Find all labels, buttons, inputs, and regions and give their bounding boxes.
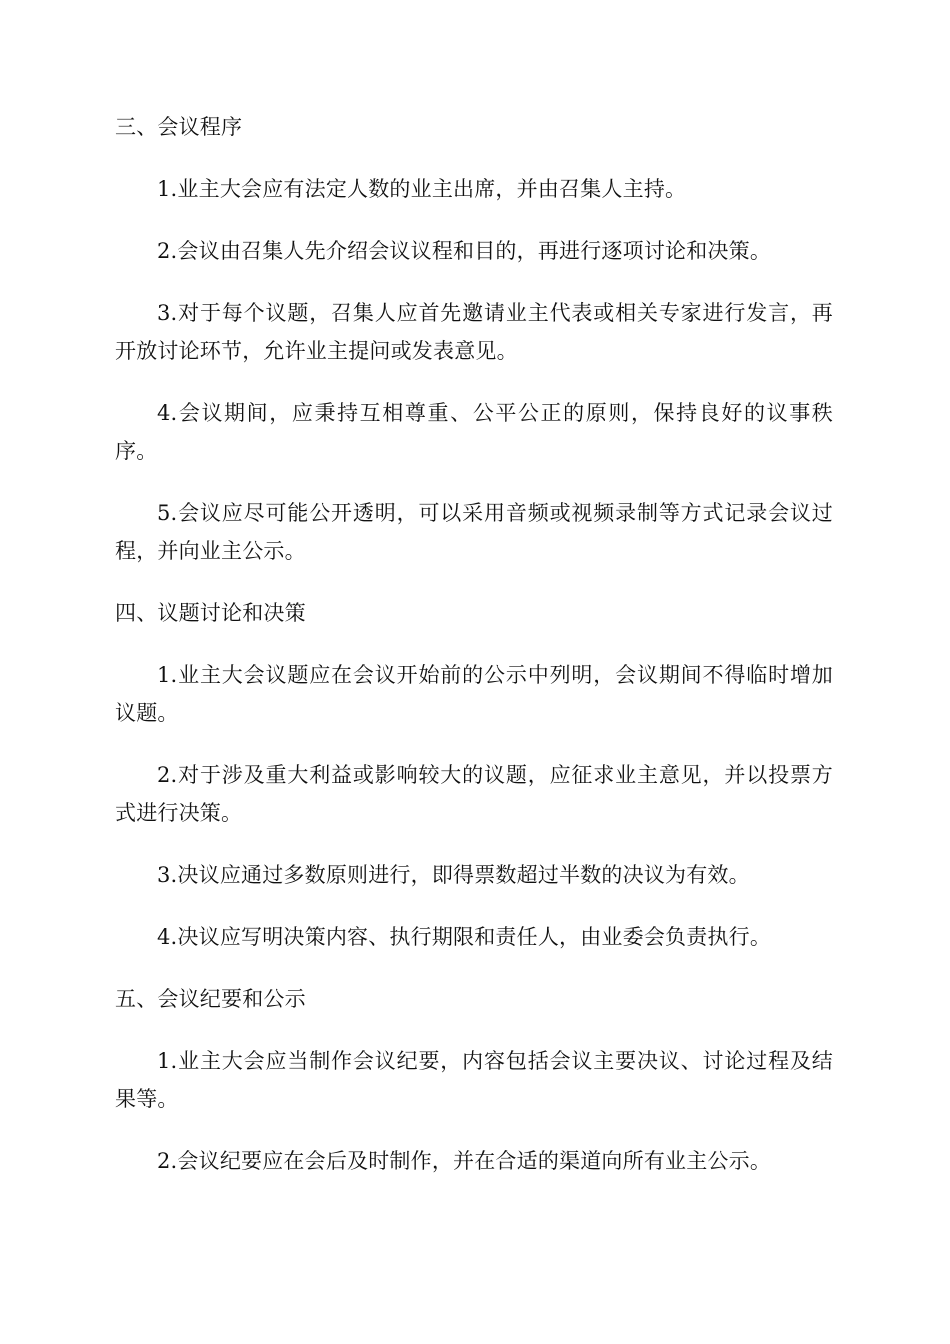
paragraph: 2.对于涉及重大利益或影响较大的议题，应征求业主意见，并以投票方式进行决策。: [115, 763, 833, 825]
paragraph: 2.会议由召集人先介绍会议议程和目的，再进行逐项讨论和决策。: [157, 239, 772, 263]
paragraph: 1.业主大会应当制作会议纪要，内容包括会议主要决议、讨论过程及结果等。: [115, 1049, 833, 1111]
document-body: [115, 108, 833, 1204]
section-heading: 五、会议纪要和公示: [115, 987, 306, 1011]
paragraph: 3.决议应通过多数原则进行，即得票数超过半数的决议为有效。: [157, 863, 750, 887]
paragraph: 1.业主大会应有法定人数的业主出席，并由召集人主持。: [157, 177, 687, 201]
paragraph: 4.决议应写明决策内容、执行期限和责任人，由业委会负责执行。: [157, 925, 772, 949]
section-heading: 四、议题讨论和决策: [115, 601, 306, 625]
paragraph: 3.对于每个议题，召集人应首先邀请业主代表或相关专家进行发言，再开放讨论环节，允许业主提问或发表意见。: [115, 301, 833, 363]
paragraph: 4.会议期间，应秉持互相尊重、公平公正的原则，保持良好的议事秩序。: [115, 401, 833, 463]
section-heading: 三、会议程序: [115, 115, 243, 139]
paragraph: 5.会议应尽可能公开透明，可以采用音频或视频录制等方式记录会议过程，并向业主公示。: [115, 501, 833, 563]
paragraph: 2.会议纪要应在会后及时制作，并在合适的渠道向所有业主公示。: [157, 1149, 772, 1173]
paragraph: 1.业主大会议题应在会议开始前的公示中列明，会议期间不得临时增加议题。: [115, 663, 833, 725]
